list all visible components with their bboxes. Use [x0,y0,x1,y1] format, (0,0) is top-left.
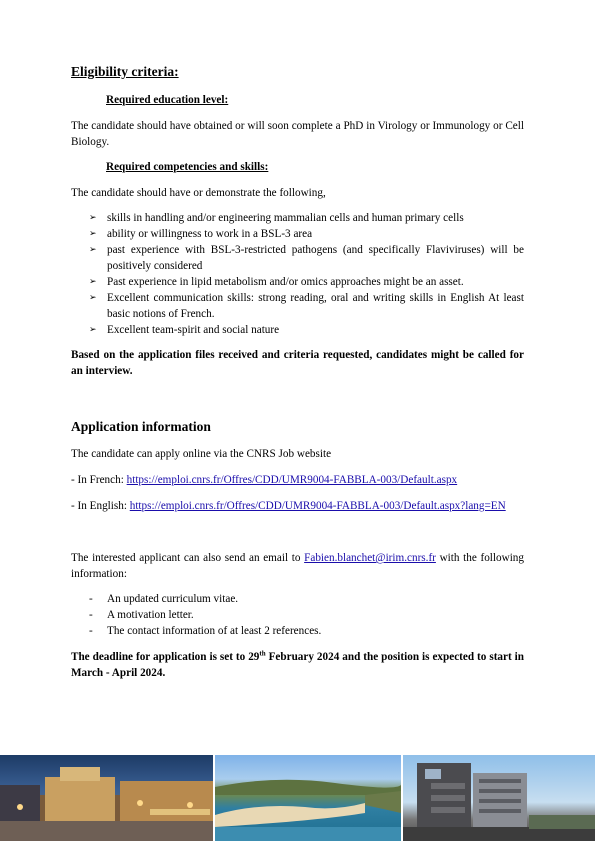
list-item [71,623,524,639]
deadline-note [71,649,524,681]
email-prefix: The interested applicant can also send an email to [71,552,305,564]
skill-text: Past experience in lipid metabolism and/or omics approaches might be an asset. [107,276,464,288]
skills-list-item [71,242,524,274]
item-text: An updated curriculum vitae. [107,593,239,605]
dash-bullet: - [89,625,93,637]
item-text: The contact information of at least 2 references. [107,625,322,637]
skill-text: past experience with BSL-3-restricted pathogens (and specifically Flaviviruses) will be positively considered [107,244,524,272]
arrow-bullet-icon: ➢ [89,213,97,223]
arrow-bullet-icon: ➢ [89,325,97,335]
interview-note: Based on the application files received and criteria requested, candidates might be called for an interview. [71,349,524,377]
english-link-line [71,498,551,514]
skills-list-item [71,226,524,242]
deadline-part2: February 2024 and the position is expected to start in March - April 2024. [71,651,525,679]
french-prefix: - In French: [71,474,127,486]
arrow-bullet-icon: ➢ [89,293,97,303]
beach-illustration [215,755,400,841]
application-heading: Application information [71,419,211,434]
skills-list-item [71,290,524,322]
arrow-bullet-icon: ➢ [89,277,97,287]
contact-email-link[interactable]: Fabien.blanchet@irim.cnrs.fr [304,552,436,564]
skill-text: ability or willingness to work in a BSL-3 area [107,228,313,240]
skills-list-item [71,274,524,290]
application-intro: The candidate can apply online via the CNRS Job website [71,448,332,460]
application-items-list [71,591,524,639]
eligibility-heading: Eligibility criteria: [71,64,179,79]
city-square-illustration [0,755,213,841]
skill-text: Excellent communication skills: strong reading, oral and writing skills in English At least basic notions of French. [107,292,524,320]
english-prefix: - In English: [71,500,130,512]
montpellier-night-square-photo [0,755,213,841]
dash-bullet: - [89,593,93,605]
skill-text: skills in handling and/or engineering mammalian cells and human primary cells [107,212,464,224]
skills-heading: Required competencies and skills: [106,161,269,173]
list-item [71,607,524,623]
education-heading [106,92,506,108]
deadline-part1: The deadline for application is set to 29 [71,651,260,663]
skills-intro: The candidate should have or demonstrate the following, [71,187,326,199]
cnrs-building-photo [403,755,595,841]
skill-text: Excellent team-spirit and social nature [107,324,280,336]
arrow-bullet-icon: ➢ [89,229,97,239]
email-paragraph [71,550,524,582]
footer-photo-strip [0,755,595,841]
skills-list [71,210,524,338]
english-application-link[interactable]: https://emploi.cnrs.fr/Offres/CDD/UMR9004-FABBLA-003/Default.aspx?lang=EN [129,500,506,512]
building-illustration [403,755,595,841]
deadline-superscript: th [259,649,266,658]
item-text: A motivation letter. [107,609,194,621]
email-suffix: with the following information: [71,552,524,580]
education-heading-colon: : [224,94,229,106]
list-item [71,591,524,607]
skills-list-item [71,322,524,338]
coastal-beach-photo [215,755,400,841]
education-heading-text: Required education level [106,94,225,106]
arrow-bullet-icon: ➢ [89,245,97,255]
skills-list-item [71,210,524,226]
dash-bullet: - [89,609,93,621]
french-link-line [71,472,524,488]
education-text: The candidate should have obtained or will soon complete a PhD in Virology or Immunology or Cell Biology. [71,120,524,148]
french-application-link[interactable]: https://emploi.cnrs.fr/Offres/CDD/UMR9004-FABBLA-003/Default.aspx [126,474,458,486]
